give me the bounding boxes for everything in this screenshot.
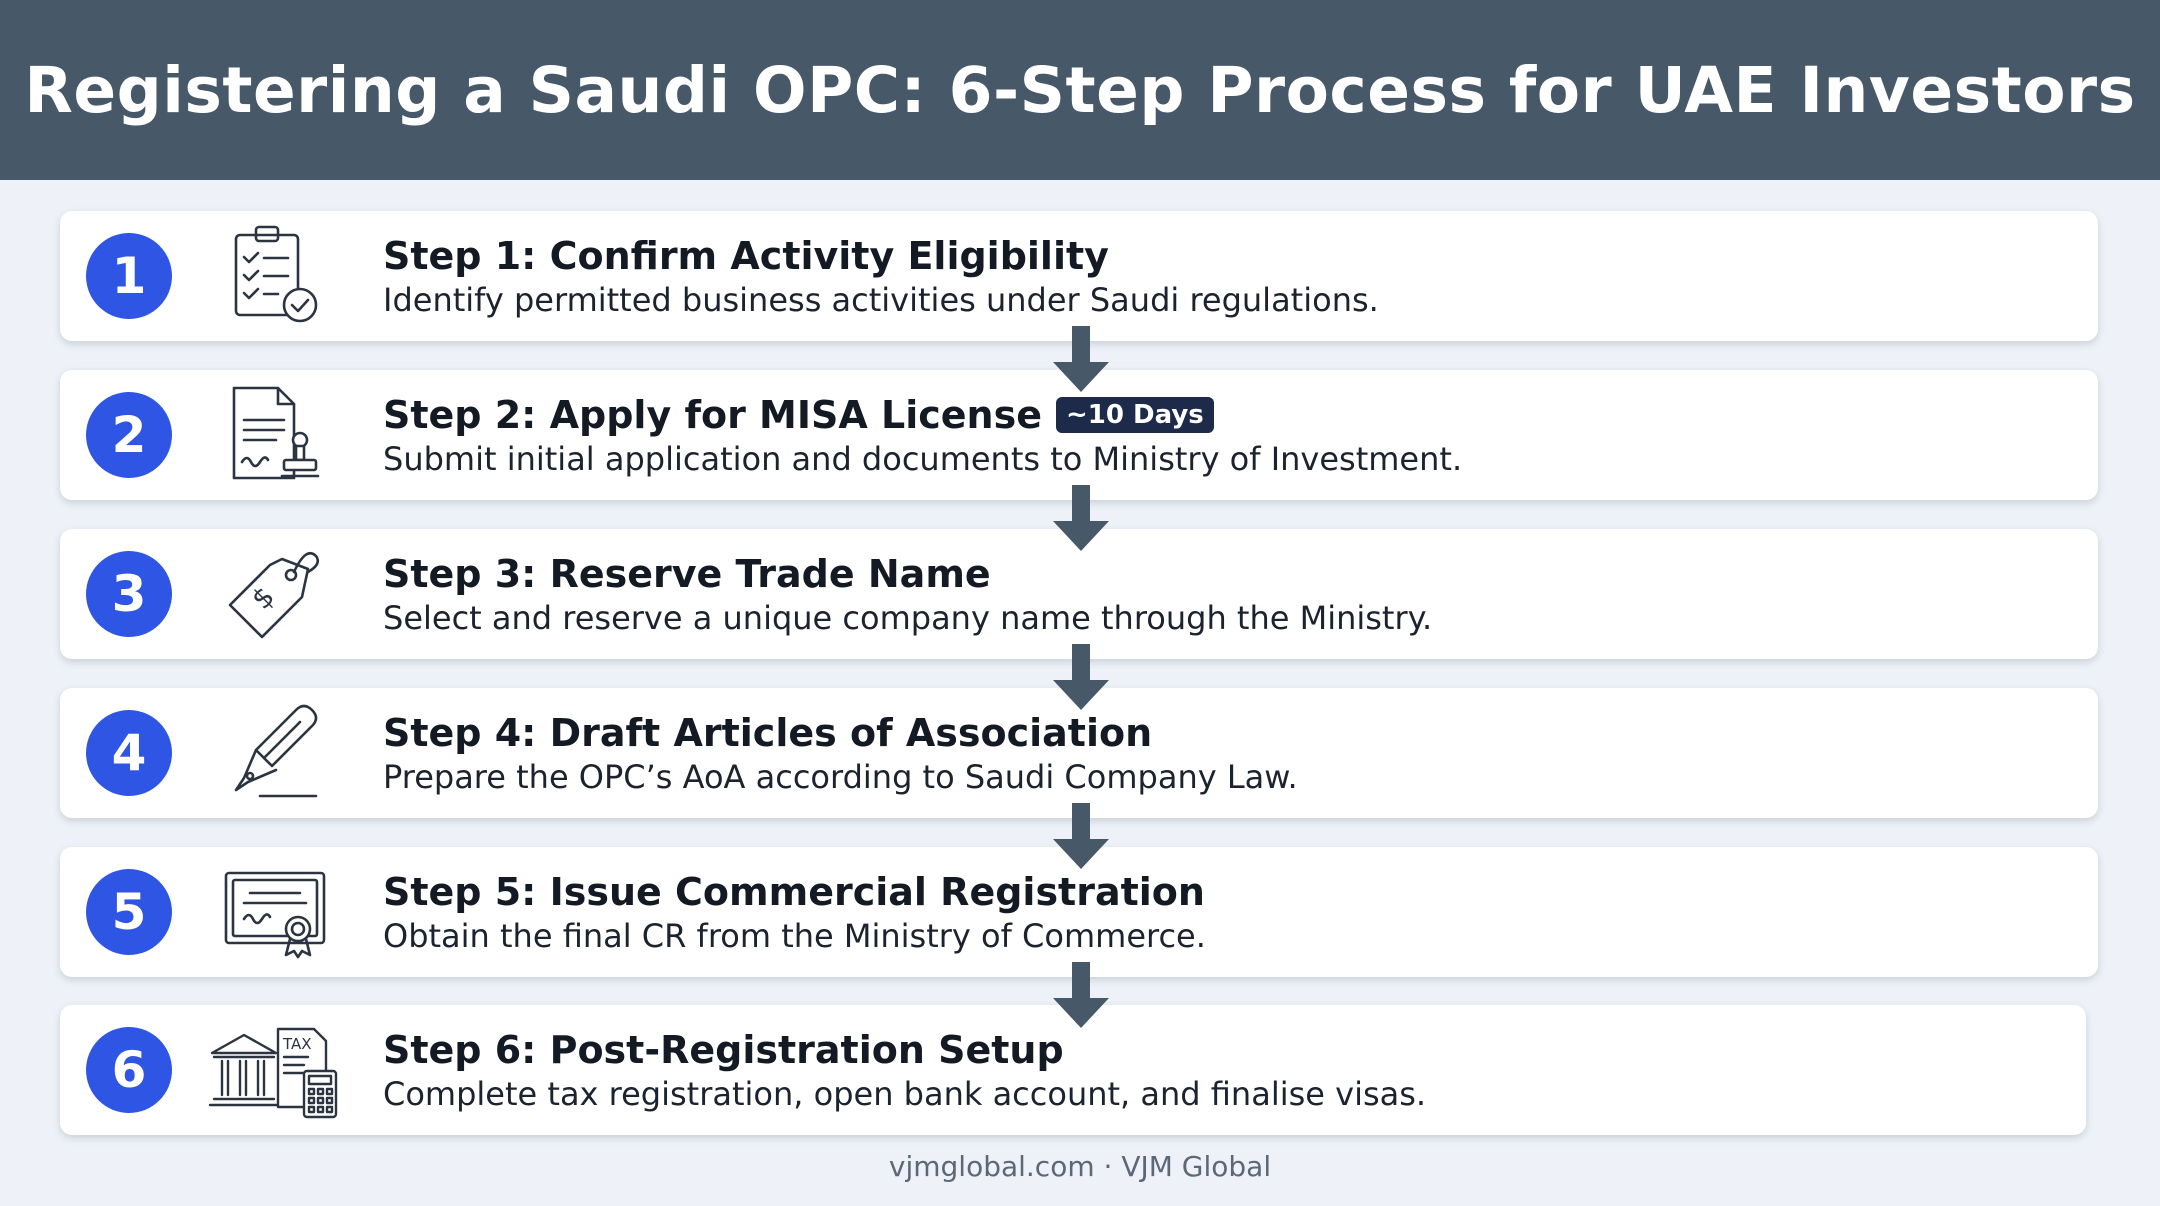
fountain-pen-icon [220,698,330,808]
step-description: Prepare the OPC’s AoA according to Saudi Company Law. [383,758,1298,796]
step-title: Step 1: Confirm Activity Eligibility [383,234,1109,278]
checklist-icon [220,221,330,331]
down-arrow-icon [1053,644,1109,710]
down-arrow-icon [1053,326,1109,392]
step-title: Step 3: Reserve Trade Name [383,552,991,596]
step-description: Select and reserve a unique company name through the Ministry. [383,599,1433,637]
step-card-1 [60,211,2098,341]
step-title: Step 6: Post-Registration Setup [383,1028,1064,1072]
step-description: Complete tax registration, open bank account, and finalise visas. [383,1075,1427,1113]
certificate-icon [220,857,330,967]
step-title: Step 4: Draft Articles of Association [383,711,1153,755]
bank-tax-icon [208,1015,344,1125]
svg-text:TAX: TAX [283,1035,312,1053]
step-title: Step 5: Issue Commercial Registration [383,870,1205,914]
step-number-badge: 4 [86,710,172,796]
document-stamp-icon [220,380,330,490]
step-number-badge: 5 [86,869,172,955]
step-number-badge: 2 [86,392,172,478]
step-number-badge: 3 [86,551,172,637]
page-title: Registering a Saudi OPC: 6-Step Process for UAE Investors [24,53,2136,127]
step-number-badge: 1 [86,233,172,319]
price-tag-icon [220,539,330,649]
down-arrow-icon [1053,962,1109,1028]
step-title: Step 2: Apply for MISA License [383,393,1042,437]
duration-badge: ~10 Days [1056,397,1214,433]
down-arrow-icon [1053,803,1109,869]
step-description: Obtain the final CR from the Ministry of Commerce. [383,917,1206,955]
svg-text:$: $ [245,579,281,616]
footer-credit: vjmglobal.com · VJM Global [888,1150,1272,1183]
step-description: Identify permitted business activities under Saudi regulations. [383,281,1379,319]
down-arrow-icon [1053,485,1109,551]
step-description: Submit initial application and documents to Ministry of Investment. [383,440,1463,478]
step-number-badge: 6 [86,1027,172,1113]
